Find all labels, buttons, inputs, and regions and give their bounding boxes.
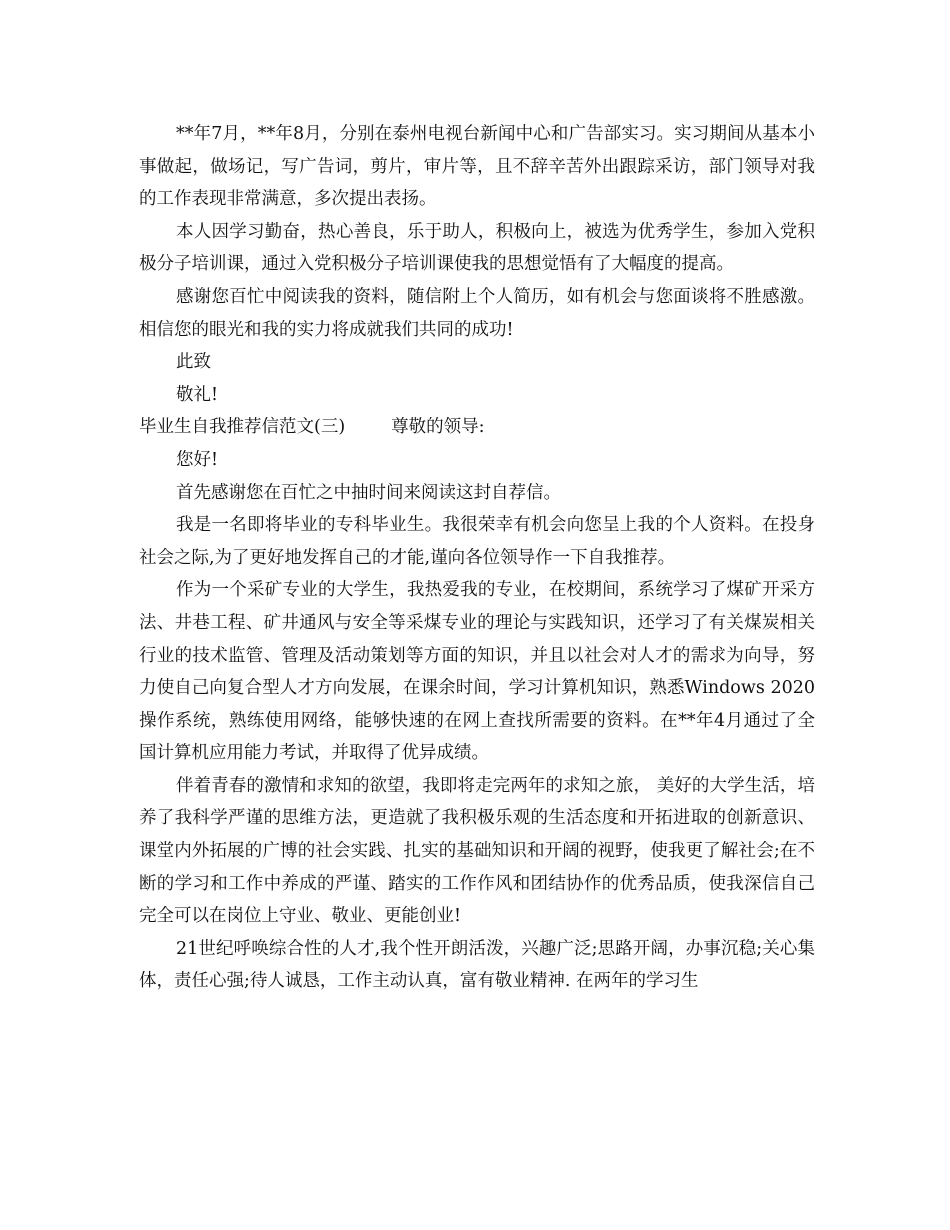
- paragraph-major: 作为一个采矿专业的大学生，我热爱我的专业，在校期间，系统学习了煤矿开采方法、井巷工程、矿井通风与安全等采煤专业的理论与实践知识，还学习了有关煤炭相关行业的技术监管、管理及活动策划等方面的知识，并且以社会对人才的需求为向导，努力使自己向复合型人才方向发展，在课余时间，学习计算机知识，熟悉Windows 2020操作系统，熟练使用网络，能够快速的在网上查找所需要的资料。在**年4月通过了全国计算机应用能力考试，并取得了优异成绩。: [139, 580, 815, 764]
- salutation: 尊敬的领导:: [391, 417, 485, 438]
- greeting: 您好!: [176, 449, 219, 470]
- paragraph-introduction: 我是一名即将毕业的专科毕业生。我很荣幸有机会向您呈上我的个人资料。在投身社会之际,为了更好地发挥自己的才能,谨向各位领导作一下自我推荐。: [139, 515, 815, 568]
- document-body: [139, 118, 815, 998]
- paragraph-study: 本人因学习勤奋，热心善良，乐于助人，积极向上，被选为优秀学生，参加入党积极分子培训课，通过入党积极分子培训课使我的思想觉悟有了大幅度的提高。: [139, 221, 815, 275]
- paragraph-youth: 伴着青春的激情和求知的欲望，我即将走完两年的求知之旅， 美好的大学生活，培养了我科学严谨的思维方法，更造就了我积极乐观的生活态度和开拓进取的创新意识、课堂内外拓展的广博的社会实践、扎实的基础知识和开阔的视野，使我更了解社会;在不断的学习和工作中养成的严谨、踏实的工作作风和团结协作的优秀品质，使我深信自己完全可以在岗位上守业、敬业、更能创业!: [139, 775, 815, 927]
- closing-jingli: 敬礼!: [176, 384, 219, 405]
- section-title: 毕业生自我推荐信范文(三): [139, 417, 346, 438]
- closing-cizhi: 此致: [176, 352, 211, 373]
- paragraph-internship: **年7月，**年8月，分别在泰州电视台新闻中心和广告部实习。实习期间从基本小事做起，做场记，写广告词，剪片，审片等，且不辞辛苦外出跟踪采访，部门领导对我的工作表现非常满意，多次提出表扬。: [139, 124, 815, 210]
- section-heading-line: [139, 411, 815, 444]
- paragraph-thanks: 感谢您百忙中阅读我的资料，随信附上个人简历，如有机会与您面谈将不胜感激。相信您的眼光和我的实力将成就我们共同的成功!: [139, 286, 815, 340]
- paragraph-opening: 首先感谢您在百忙之中抽时间来阅读这封自荐信。: [176, 482, 561, 503]
- paragraph-personality: 21世纪呼唤综合性的人才,我个性开朗活泼，兴趣广泛;思路开阔，办事沉稳;关心集体，责任心强;待人诚恳，工作主动认真，富有敬业精神. 在两年的学习生: [139, 938, 815, 992]
